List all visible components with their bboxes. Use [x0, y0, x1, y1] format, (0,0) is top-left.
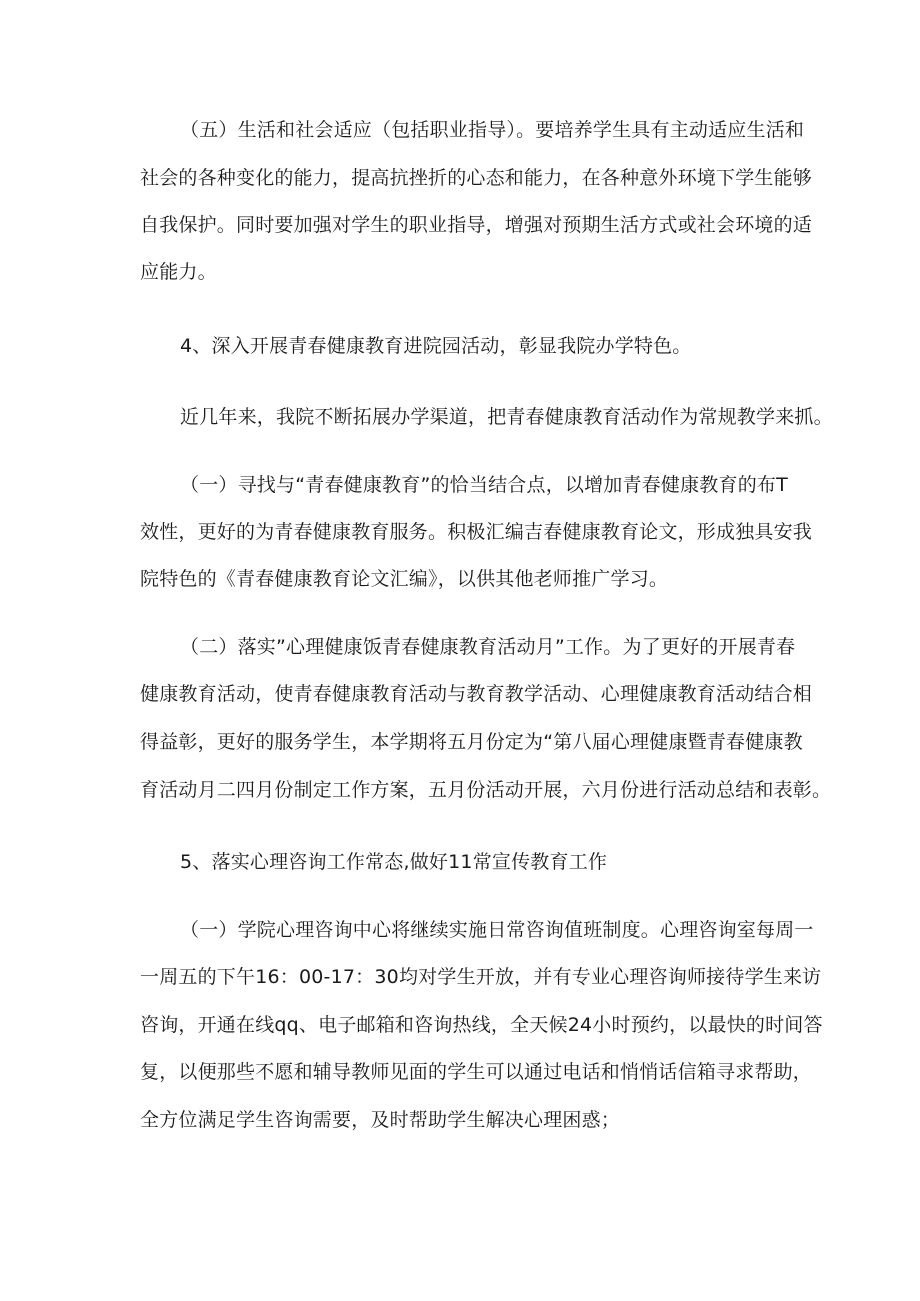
paragraph-line: 近几年来，我院不断拓展办学渠道，把青春健康教育活动作为常规教学来抓。 [180, 406, 833, 428]
paragraph-line: （一）寻找与“青春健康教育”的恰当结合点，以增加青春健康教育的布T [180, 474, 788, 496]
paragraph-line: 得益彰，更好的服务学生，本学期将五月份定为“第八届心理健康暨青春健康教 [140, 731, 803, 753]
paragraph-line: 社会的各种变化的能力，提高抗挫折的心态和能力，在各种意外环境下学生能够 [140, 167, 813, 189]
section-heading: 4、深入开展青春健康教育进院园活动，彰显我院办学特色。 [180, 335, 692, 357]
paragraph-line: 全方位满足学生咨询需要，及时帮助学生解决心理困惑； [140, 1109, 621, 1131]
paragraph-line: 复，以便那些不愿和辅导教师见面的学生可以通过电话和悄悄话信箱寻求帮助， [140, 1061, 813, 1083]
paragraph-line: （一）学院心理咨询中心将继续实施日常咨询值班制度。心理咨询室每周一 [180, 919, 814, 941]
paragraph-line: 咨询，开通在线qq、电子邮箱和咨询热线，全天候24小时预约，以最快的时间答 [140, 1014, 823, 1036]
paragraph-line: 自我保护。同时要加强对学生的职业指导，增强对预期生活方式或社会环境的适 [140, 214, 813, 236]
paragraph-line: 效性，更好的为青春健康教育服务。积极汇编吉春健康教育论文，形成独具安我 [140, 521, 813, 543]
paragraph-line: 应能力。 [140, 261, 217, 283]
section-heading: 5、落实心理咨询工作常态,做好11常宣传教育工作 [180, 851, 608, 873]
paragraph-line: 健康教育活动，使青春健康教育活动与教育教学活动、心理健康教育活动结合相 [140, 683, 813, 705]
paragraph-line: 院特色的《青春健康教育论文汇编》，以供其他老师推广学习。 [140, 568, 669, 590]
paragraph-line: 育活动月二四月份制定工作方案，五月份活动开展，六月份进行活动总结和表彰。 [140, 779, 832, 801]
paragraph-line: （五）生活和社会适应（包括职业指导）。要培养学生具有主动适应生活和 [180, 119, 805, 141]
paragraph-line: （二）落实”心理健康饭青春健康教育活动月”工作。为了更好的开展青春 [180, 636, 796, 658]
paragraph-line: 一周五的下午16：00-17：30均对学生开放，并有专业心理咨询师接待学生来访 [140, 966, 822, 988]
